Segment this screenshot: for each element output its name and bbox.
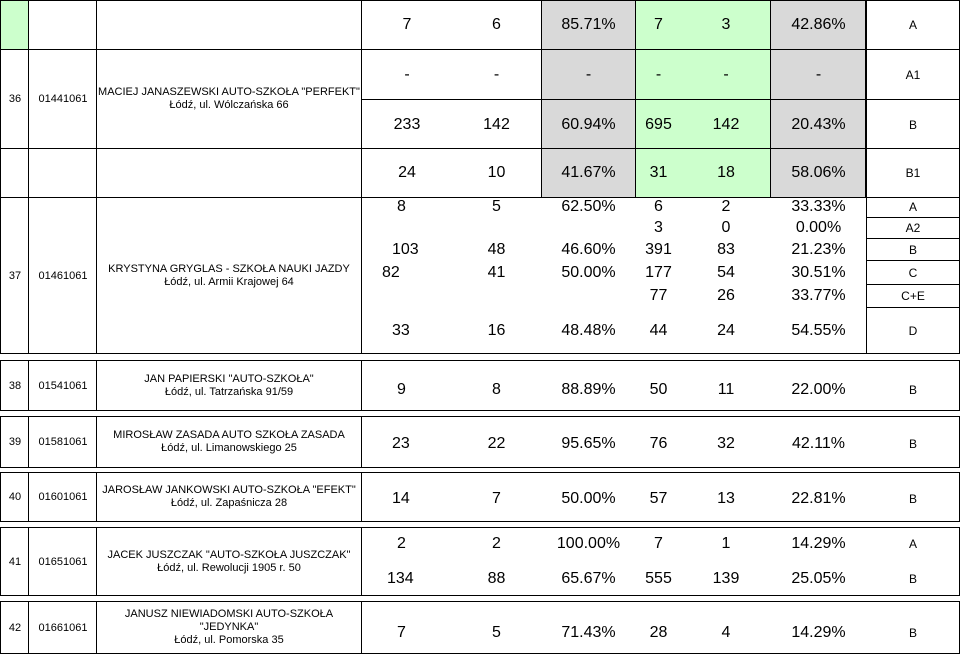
value-category: B (908, 571, 917, 586)
value-category: B (908, 117, 917, 132)
value-practice-pct: 22.00% (791, 380, 846, 398)
school-code: 01581061 (28, 416, 97, 468)
value-theory-pct: 62.50% (561, 198, 616, 215)
value-theory-pct: 41.67% (561, 164, 616, 181)
school-name-cell (96, 527, 362, 596)
value-practice-pct: 42.86% (791, 16, 846, 33)
value-practice-pct: 54.55% (791, 322, 846, 339)
value-theory-count: 8 (397, 198, 406, 215)
school-name: MACIEJ JANASZEWSKI AUTO-SZKOŁA "PERFEKT" (98, 86, 360, 98)
value-practice-passed: 1 (721, 535, 731, 552)
value-practice-pct: 30.51% (791, 263, 846, 281)
school-address: Łódź, ul. Tatrzańska 91/59 (164, 385, 294, 398)
value-practice-pct: 33.33% (791, 198, 846, 215)
school-address: Łódź, ul. Rewolucji 1905 r. 50 (157, 561, 301, 574)
value-practice-passed: 18 (717, 164, 735, 181)
value-theory-count: 9 (397, 380, 406, 398)
value-theory-passed: 6 (492, 16, 501, 33)
value-practice-passed: 83 (717, 240, 735, 258)
value-theory-pct: 71.43% (561, 623, 616, 641)
value-theory-pct: 50.00% (561, 263, 616, 281)
value-practice-pct: 25.05% (791, 569, 846, 587)
value-practice-passed: 0 (721, 219, 731, 236)
school-code: 01651061 (28, 527, 97, 596)
value-theory-passed: 41 (487, 263, 506, 281)
name-cell-empty (96, 0, 362, 50)
school-code: 01661061 (28, 601, 97, 654)
value-theory-passed: 22 (487, 435, 506, 452)
value-practice-pct: 21.23% (791, 240, 846, 258)
value-category: C+E (901, 289, 925, 303)
value-practice-count: 6 (654, 198, 663, 215)
value-theory-passed: 2 (492, 535, 501, 552)
value-category: B (908, 492, 917, 506)
value-theory-passed: 88 (487, 569, 506, 587)
school-nr: 37 (0, 197, 29, 354)
value-theory-count: 24 (398, 164, 416, 181)
value-theory-count: 7 (397, 623, 406, 641)
value-category: B (908, 625, 917, 640)
value-practice-passed: 26 (717, 287, 735, 304)
value-theory-pct: 95.65% (561, 435, 616, 452)
school-name: JAROSŁAW JANKOWSKI AUTO-SZKOŁA "EFEKT" (102, 484, 356, 496)
value-practice-pct: 0.00% (795, 219, 842, 236)
value-theory-count: 82 (382, 263, 400, 281)
school-address: Łódź, ul. Pomorska 35 (174, 634, 284, 646)
name-cell-empty (96, 148, 362, 198)
value-category: A2 (905, 221, 921, 235)
value-practice-pct: 58.06% (791, 164, 846, 181)
value-practice-count: 57 (649, 490, 668, 507)
value-practice-passed: 11 (717, 380, 735, 398)
school-nr: 38 (0, 360, 29, 411)
value-theory-pct: 85.71% (561, 16, 616, 33)
value-theory-passed: 10 (487, 164, 506, 181)
value-category: B (908, 242, 917, 257)
school-name: JAN PAPIERSKI "AUTO-SZKOŁA" (144, 372, 314, 385)
kod-cell-empty (28, 148, 97, 198)
value-practice-pct: 14.29% (791, 535, 846, 552)
value-theory-pct: - (585, 66, 592, 83)
school-code: 01541061 (28, 360, 97, 411)
value-category: B1 (905, 166, 921, 180)
value-practice-passed: - (723, 66, 729, 83)
school-code: 01461061 (28, 197, 97, 354)
school-nr: 42 (0, 601, 29, 654)
value-practice-passed: 54 (717, 263, 735, 281)
value-practice-count: - (655, 66, 662, 83)
school-name-cell (96, 601, 362, 654)
value-practice-passed: 3 (721, 16, 731, 33)
school-nr: 41 (0, 527, 29, 596)
school-name: KRYSTYNA GRYGLAS - SZKOŁA NAUKI JAZDY (108, 262, 350, 275)
value-practice-count: 77 (649, 287, 668, 304)
value-theory-count: 23 (392, 435, 410, 452)
value-practice-count: 3 (654, 219, 663, 236)
value-practice-passed: 142 (712, 115, 740, 133)
school-code: 01601061 (28, 472, 97, 522)
school-nr: 36 (0, 49, 29, 149)
value-theory-count: 14 (392, 490, 410, 507)
value-theory-pct: 100.00% (556, 535, 621, 552)
value-practice-passed: 32 (717, 435, 735, 452)
value-practice-count: 76 (649, 435, 668, 452)
school-name: JACEK JUSZCZAK "AUTO-SZKOŁA JUSZCZAK" (107, 548, 351, 561)
value-category: B (908, 437, 917, 451)
value-theory-count: - (404, 66, 410, 83)
value-practice-count: 50 (649, 380, 668, 398)
value-practice-count: 44 (649, 322, 668, 339)
value-category: A (908, 537, 917, 551)
value-theory-passed: 48 (487, 240, 506, 258)
value-practice-passed: 2 (721, 198, 731, 215)
value-category: A1 (905, 68, 921, 82)
value-practice-pct: 33.77% (791, 287, 846, 304)
value-theory-pct: 65.67% (561, 569, 616, 587)
school-name-cell (96, 197, 362, 354)
value-category: B (908, 382, 917, 397)
school-address: Łódź, ul. Zapaśnicza 28 (170, 497, 288, 509)
value-category: A (908, 18, 917, 32)
value-theory-count: 2 (397, 535, 406, 552)
value-theory-passed: 5 (492, 623, 501, 641)
school-name: JANUSZ NIEWIADOMSKI AUTO-SZKOŁA "JEDYNKA" (124, 608, 334, 633)
kod-cell-empty (28, 0, 97, 50)
nr-cell-empty (0, 148, 29, 198)
value-practice-pct: 42.11% (791, 435, 846, 452)
school-address: Łódź, ul. Limanowskiego 25 (161, 442, 297, 454)
value-theory-passed: - (493, 66, 500, 83)
value-practice-pct: 20.43% (791, 115, 846, 133)
value-theory-pct: 50.00% (561, 490, 616, 507)
value-category: D (908, 324, 918, 338)
school-nr: 39 (0, 416, 29, 468)
school-name-cell (96, 49, 362, 149)
value-theory-count: 33 (392, 322, 410, 339)
value-theory-count: 134 (387, 569, 414, 587)
value-practice-count: 555 (645, 569, 672, 587)
value-category: A (908, 200, 917, 214)
value-theory-passed: 7 (492, 490, 501, 507)
value-theory-pct: 48.48% (561, 322, 616, 339)
value-theory-passed: 8 (492, 380, 501, 398)
value-practice-passed: 24 (717, 322, 735, 339)
value-theory-count: 7 (402, 16, 412, 33)
value-practice-count: 28 (649, 623, 668, 641)
school-name-cell (96, 416, 362, 468)
value-theory-pct: 46.60% (561, 240, 616, 258)
school-name: MIROSŁAW ZASADA AUTO SZKOŁA ZASADA (113, 429, 345, 441)
value-theory-passed: 16 (487, 322, 506, 339)
value-category: C (908, 265, 918, 280)
value-practice-count: 695 (645, 115, 672, 133)
value-practice-count: 177 (645, 263, 672, 281)
school-name-cell (96, 360, 362, 411)
school-name-cell (96, 472, 362, 522)
value-practice-pct: 14.29% (791, 623, 846, 641)
value-practice-count: 31 (649, 164, 668, 181)
value-theory-count: 233 (393, 115, 421, 133)
value-practice-passed: 4 (721, 623, 731, 641)
value-practice-count: 7 (654, 16, 663, 33)
value-practice-passed: 139 (712, 569, 740, 587)
value-theory-count: 103 (392, 240, 419, 258)
school-code: 01441061 (28, 49, 97, 149)
school-nr: 40 (0, 472, 29, 522)
value-theory-pct: 60.94% (561, 115, 616, 133)
value-theory-pct: 88.89% (561, 380, 616, 398)
value-theory-passed: 5 (492, 198, 501, 215)
value-practice-count: 7 (654, 535, 663, 552)
value-practice-pct: - (815, 66, 822, 83)
value-practice-pct: 22.81% (791, 490, 846, 507)
nr-cell-empty (0, 0, 29, 50)
school-address: Łódź, ul. Wólczańska 66 (169, 99, 289, 111)
value-practice-passed: 13 (717, 490, 735, 507)
value-practice-count: 391 (645, 240, 672, 258)
school-address: Łódź, ul. Armii Krajowej 64 (164, 275, 294, 288)
value-theory-passed: 142 (483, 115, 510, 133)
